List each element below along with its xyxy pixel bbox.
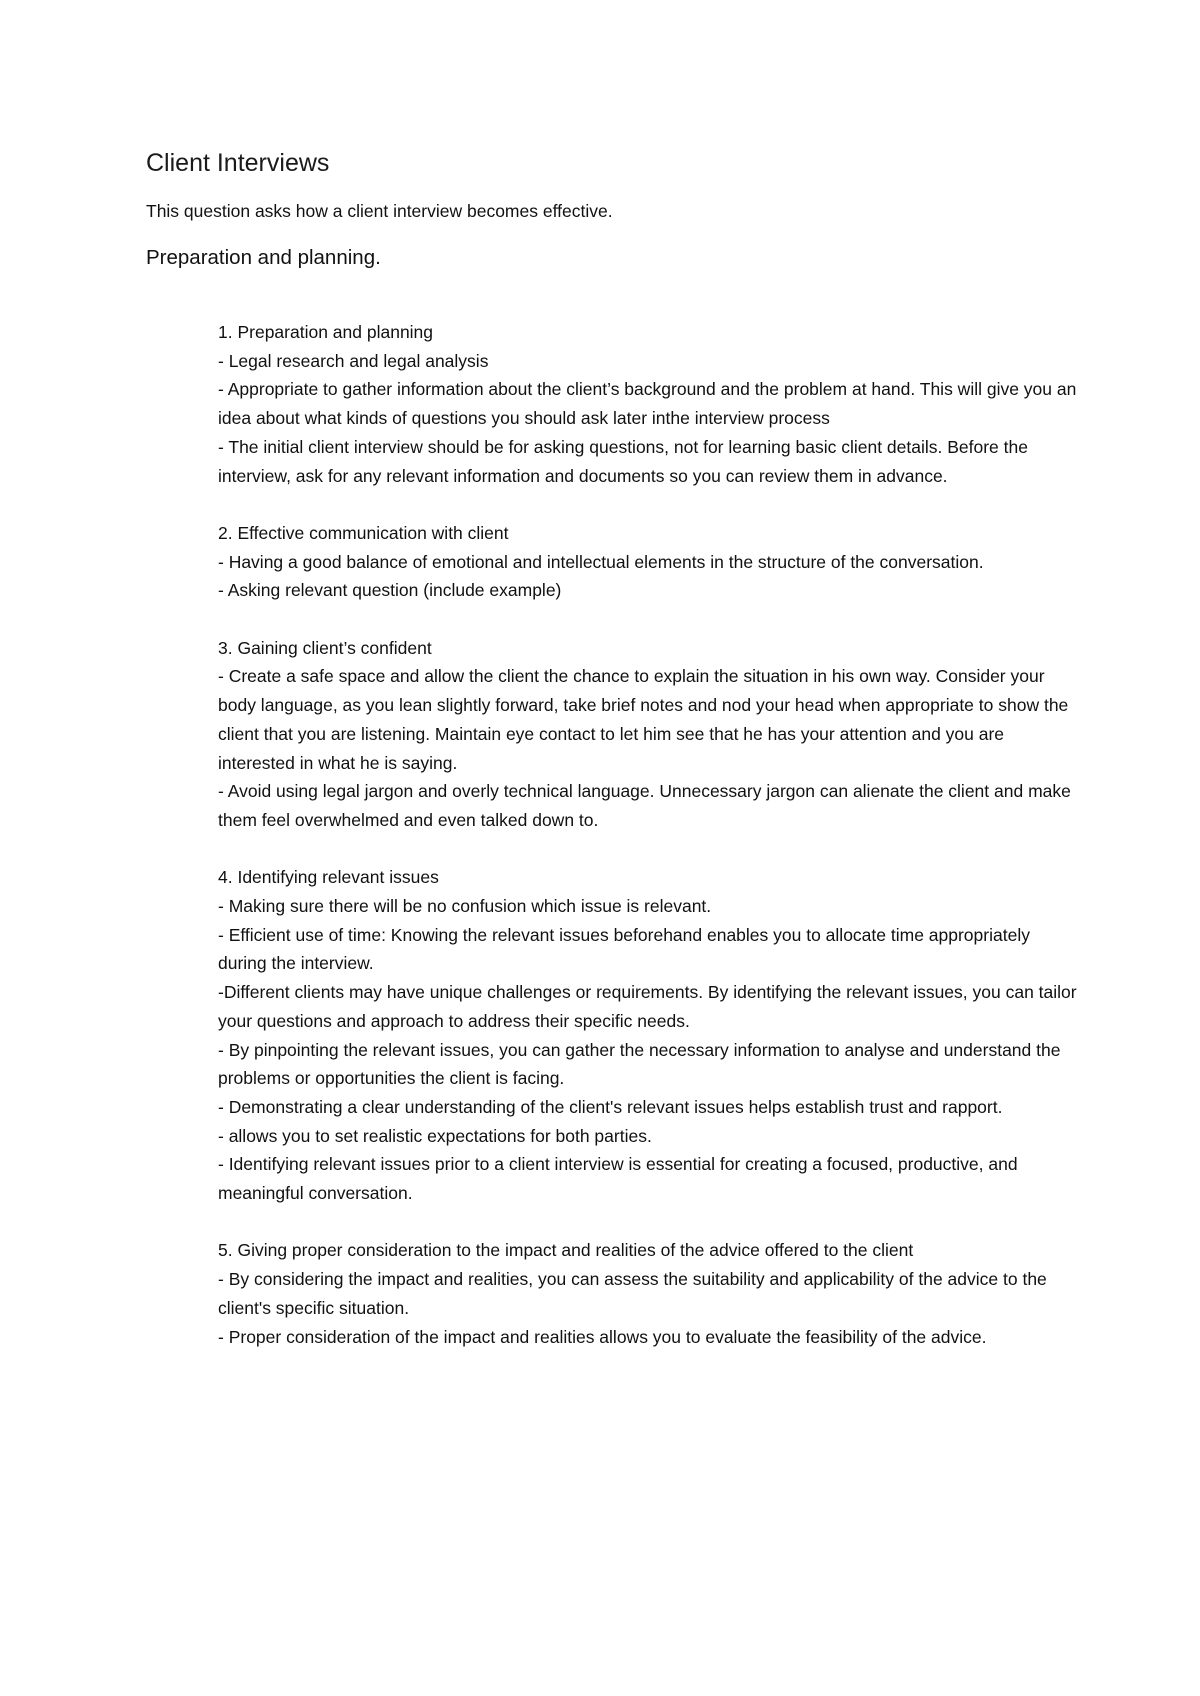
section-title: 3. Gaining client’s confident (218, 637, 432, 658)
section-line: - Making sure there will be no confusion which issue is relevant. (218, 896, 712, 917)
section-title: 2. Effective communication with client (218, 522, 509, 543)
section-line: - The initial client interview should be for asking questions, not for learning basic client details. Before the interview, ask for any relevant information and documents so you can review them in advance. (218, 436, 1028, 486)
section-line: - Efficient use of time: Knowing the relevant issues beforehand enables you to allocate time appropriately during the interview. (218, 924, 1030, 974)
section-1 (218, 318, 1078, 490)
section-title: 1. Preparation and planning (218, 322, 434, 342)
section-line: - By considering the impact and realities, you can assess the suitability and applicability of the advice to the client's specific situation. (218, 1269, 1047, 1318)
section-title: 4. Identifying relevant issues (218, 867, 439, 888)
section-line: - Appropriate to gather information about the client’s background and the problem at hand. This will give you an idea about what kinds of questions you should ask later inthe interview process (218, 379, 1077, 429)
section-title: 5. Giving proper consideration to the impact and realities of the advice offered to the client (218, 1240, 914, 1261)
document-title: Client Interviews (146, 149, 330, 177)
section-line: - Identifying relevant issues prior to a client interview is essential for creating a focused, productive, and meaningful conversation. (218, 1154, 1018, 1204)
section-line: - By pinpointing the relevant issues, you can gather the necessary information to analyse and understand the problems or opportunities the client is facing. (218, 1039, 1061, 1089)
section-line: - Demonstrating a clear understanding of the client's relevant issues helps establish trust and rapport. (218, 1096, 1003, 1117)
section-5 (218, 1236, 1078, 1351)
section-3 (218, 634, 1078, 835)
section-line: - Legal research and legal analysis (218, 350, 489, 371)
section-heading: Preparation and planning. (146, 246, 381, 269)
section-line: - Asking relevant question (include example) (218, 580, 562, 601)
section-line: - Create a safe space and allow the client the chance to explain the situation in his own way. Consider your body language, as you lean slightly forward, take brief notes and nod your head when appropriate to show the client that you are listening. Maintain eye contact to let him see that he has your attention and you are interested in what he is saying. (218, 666, 1069, 773)
section-line: -Different clients may have unique challenges or requirements. By identifying the relevant issues, you can tailor your questions and approach to address their specific needs. (218, 982, 1077, 1031)
section-4 (218, 863, 1078, 1207)
document-body (218, 318, 1078, 1380)
section-line: - allows you to set realistic expectations for both parties. (218, 1125, 652, 1146)
section-line: - Avoid using legal jargon and overly technical language. Unnecessary jargon can alienate the client and make them feel overwhelmed and even talked down to. (218, 781, 1071, 830)
section-line: - Having a good balance of emotional and intellectual elements in the structure of the conversation. (218, 551, 984, 572)
document-intro: This question asks how a client interview becomes effective. (146, 201, 613, 221)
section-2 (218, 519, 1078, 605)
section-line: - Proper consideration of the impact and realities allows you to evaluate the feasibility of the advice. (218, 1326, 987, 1347)
